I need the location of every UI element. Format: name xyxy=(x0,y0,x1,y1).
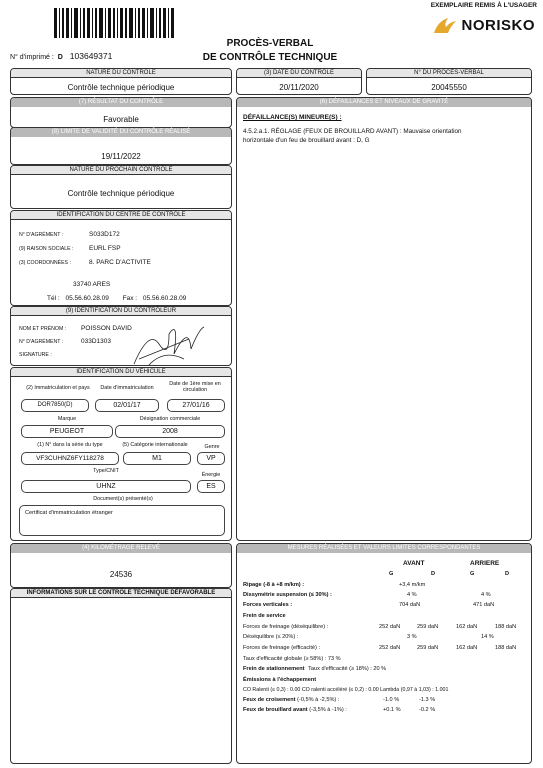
print-number: 103649371 xyxy=(69,51,113,61)
barcode xyxy=(54,8,174,38)
date-header: (3) DATE DU CONTRÔLE xyxy=(237,69,361,78)
result-value: Favorable xyxy=(103,115,139,124)
controller-agrement: 033D1303 xyxy=(81,338,111,345)
pv-number-box xyxy=(366,68,532,95)
next-control-header: NATURE DU PROCHAIN CONTRÔLE xyxy=(11,166,231,175)
arriere-g: G xyxy=(470,571,475,577)
km-header: (4) KILOMÉTRAGE RELEVÉ xyxy=(11,544,231,553)
centre-header: IDENTIFICATION DU CENTRE DE CONTRÔLE xyxy=(11,211,231,220)
vert-arriere: 471 daN xyxy=(473,602,495,608)
service-label: Frein de service xyxy=(243,613,286,619)
tel-label: Tél : xyxy=(47,295,60,302)
signature-graphic xyxy=(129,319,209,369)
fdes-1: 252 daN xyxy=(379,624,401,630)
fdes-label: Forces de freinage (déséquilibre) : xyxy=(243,624,329,630)
vehicle-header: IDENTIFICATION DU VÉHICULE xyxy=(11,368,231,377)
brouillard-d: -0.2 % xyxy=(419,707,436,713)
fdes-3: 162 daN xyxy=(456,624,478,630)
info-header: INFORMATIONS SUR LE CONTRÔLE TECHNIQUE DÉFAVORABLE xyxy=(11,589,231,598)
fdes-4: 188 daN xyxy=(495,624,517,630)
deseq-arriere: 14 % xyxy=(481,634,494,640)
stationnement-label: Frein de stationnement xyxy=(243,666,305,672)
marque-label: Marque xyxy=(57,416,77,422)
nature-box xyxy=(10,68,232,95)
page-title-line2: DE CONTRÔLE TECHNIQUE xyxy=(202,52,338,63)
brouillard-label: Feux de brouillard avant xyxy=(243,707,308,713)
vert-label: Forces verticales : xyxy=(243,602,293,608)
controller-name: POISSON DAVID xyxy=(81,325,132,332)
immat-label: (2) Immatriculation et pays xyxy=(26,385,90,391)
measures-box xyxy=(236,543,532,764)
ripage-avant: +3,4 m/km xyxy=(399,582,426,588)
feff-2: 259 daN xyxy=(417,645,439,651)
avant-d: D xyxy=(431,571,436,577)
deseq-label: Déséquilibre (≤ 20%) : xyxy=(243,634,299,640)
km-box xyxy=(10,543,232,588)
tel-value: 05.56.60.28.09 xyxy=(65,295,109,302)
print-number-label: N° d'imprimé : xyxy=(10,54,54,61)
measures-header: MESURES RÉALISÉES ET VALEURS LIMITES CORRESPONDANTES xyxy=(237,544,531,553)
dys-label: Dissymétrie suspension (≤ 30%) : xyxy=(243,592,332,598)
stationnement-taux: Taux d'efficacité (≥ 18%) : 20 % xyxy=(308,666,387,672)
type-label: Type/CNIT xyxy=(93,468,119,474)
vert-avant: 704 daN xyxy=(399,602,421,608)
print-number-row xyxy=(10,51,112,61)
date-circ-label: Date de 1ère mise en circulation xyxy=(169,381,221,393)
deseq-avant: 3 % xyxy=(407,634,417,640)
taux-global: Taux d'efficacité globale (≥ 58%) : 73 % xyxy=(243,656,341,662)
genre-field: VP xyxy=(197,452,225,465)
energie-label: Énergie xyxy=(201,472,221,478)
centre-coord-label: (3) COORDONNÉES : xyxy=(19,260,71,266)
feff-4: 188 daN xyxy=(495,645,517,651)
next-control-value: Contrôle technique périodique xyxy=(67,189,175,198)
centre-phone-row xyxy=(47,295,186,302)
controller-header: (9) IDENTIFICATION DU CONTRÔLEUR xyxy=(11,307,231,316)
docs-value: Certificat d'immatriculation étranger xyxy=(25,510,113,516)
date-box xyxy=(236,68,362,95)
print-series: D xyxy=(57,54,63,61)
dys-arriere: 4 % xyxy=(481,592,491,598)
marque-field: PEUGEOT xyxy=(21,425,113,438)
designation-field: 2008 xyxy=(115,425,225,438)
defects-section-title: DÉFAILLANCE(S) MINEURE(S) : xyxy=(243,114,342,121)
validity-box xyxy=(10,127,232,165)
info-box xyxy=(10,588,232,764)
defects-box xyxy=(236,97,532,541)
validity-value: 19/11/2022 xyxy=(101,152,141,161)
docs-field xyxy=(19,505,225,536)
centre-raison: EURL FSP xyxy=(89,245,121,252)
date-value: 20/11/2020 xyxy=(279,83,319,92)
vehicle-box xyxy=(10,367,232,541)
feff-label: Forces de freinage (efficacité) : xyxy=(243,645,321,651)
fax-label: Fax : xyxy=(122,295,138,302)
croisement-label: Feux de croisement xyxy=(243,697,296,703)
signature-label: SIGNATURE : xyxy=(19,352,52,358)
immat-field: DOR7850(D) xyxy=(21,399,89,412)
barcode-graphic xyxy=(54,8,174,38)
nature-header: NATURE DU CONTRÔLE xyxy=(11,69,231,78)
date-circ-field: 27/01/16 xyxy=(167,399,225,412)
avant-g: G xyxy=(389,571,394,577)
stationnement-row xyxy=(243,666,386,672)
croisement-d: -1.3 % xyxy=(419,697,436,703)
fax-value: 05.56.60.28.09 xyxy=(142,295,187,302)
pv-number-header: N° DU PROCÈS-VERBAL xyxy=(367,69,531,78)
defect-line-2: horizontale d'un feu de brouillard avant : D, G xyxy=(243,137,370,144)
vin-label: (1) N° dans la série du type xyxy=(37,442,103,448)
emissions-label: Émissions à l'échappement xyxy=(243,677,317,683)
brouillard-g: +0.1 % xyxy=(383,707,401,713)
validity-header: (8) LIMITE DE VALIDITÉ DU CONTRÔLE RÉALISÉ xyxy=(11,128,231,137)
feff-1: 252 daN xyxy=(379,645,401,651)
croisement-range: (-0,5% à -2,5%) : xyxy=(297,697,340,703)
dys-avant: 4 % xyxy=(407,592,417,598)
arriere-d: D xyxy=(505,571,510,577)
brouillard-range: (-3,5% à -1%) : xyxy=(309,707,347,713)
brouillard-row xyxy=(243,707,347,713)
centre-agrement-label: N° D'AGRÉMENT : xyxy=(19,232,64,238)
genre-label: Genre xyxy=(204,444,220,450)
arriere-label: ARRIERE xyxy=(470,560,500,567)
norisko-logo-icon xyxy=(432,15,458,35)
brand-name: NORISKO xyxy=(461,16,535,34)
categorie-label: (5) Catégorie internationale xyxy=(122,442,188,448)
result-box xyxy=(10,97,232,128)
km-value: 24536 xyxy=(109,570,133,579)
controller-name-label: NOM ET PRÉNOM : xyxy=(19,326,67,332)
centre-raison-label: (9) RAISON SOCIALE : xyxy=(19,246,74,252)
date-immat-field: 02/01/17 xyxy=(95,399,159,412)
categorie-field: M1 xyxy=(123,452,191,465)
centre-agrement: S033D172 xyxy=(89,231,120,238)
croisement-g: -1.0 % xyxy=(383,697,400,703)
centre-box xyxy=(10,210,232,306)
fdes-2: 259 daN xyxy=(417,624,439,630)
type-field: UHNZ xyxy=(21,480,191,493)
feff-3: 162 daN xyxy=(456,645,478,651)
pv-number-value: 20045550 xyxy=(431,83,467,92)
ripage-label: Ripage (-8 à +8 m/km) : xyxy=(243,582,305,588)
centre-address1: 8. PARC D'ACTIVITE xyxy=(89,259,151,266)
brand-logo xyxy=(432,14,535,36)
date-immat-label: Date d'immatriculation xyxy=(100,385,154,391)
designation-label: Désignation commerciale xyxy=(139,416,201,422)
next-control-box xyxy=(10,165,232,209)
controller-box xyxy=(10,306,232,366)
defects-header: (6) DÉFAILLANCES ET NIVEAUX DE GRAVITÉ xyxy=(237,98,531,107)
page-title-line1: PROCÈS-VERBAL xyxy=(226,38,314,49)
nature-value: Contrôle technique périodique xyxy=(67,83,175,92)
docs-label: Document(s) présenté(s) xyxy=(93,496,153,502)
croisement-row xyxy=(243,697,339,703)
co-line: CO Ralenti (≤ 0,3) : 0.00 CO ralenti accéléré (≤ 0,2) : 0.00 Lambda (0,97 à 1,03) : 1.001 xyxy=(243,687,449,693)
controller-agrement-label: N° D'AGRÉMENT : xyxy=(19,339,64,345)
energie-field: ES xyxy=(197,480,225,493)
defect-line-1: 4.5.2.a.1. RÉGLAGE (FEUX DE BROUILLARD AVANT) : Mauvaise orientation xyxy=(243,128,462,135)
avant-label: AVANT xyxy=(403,560,425,567)
vin-field: VF3CUHNZ6FY118278 xyxy=(21,452,119,465)
result-header: (7) RÉSULTAT DU CONTRÔLE xyxy=(11,98,231,107)
centre-address2: 33740 ARES xyxy=(73,281,111,288)
copy-note: EXEMPLAIRE REMIS À L'USAGER xyxy=(430,2,537,9)
